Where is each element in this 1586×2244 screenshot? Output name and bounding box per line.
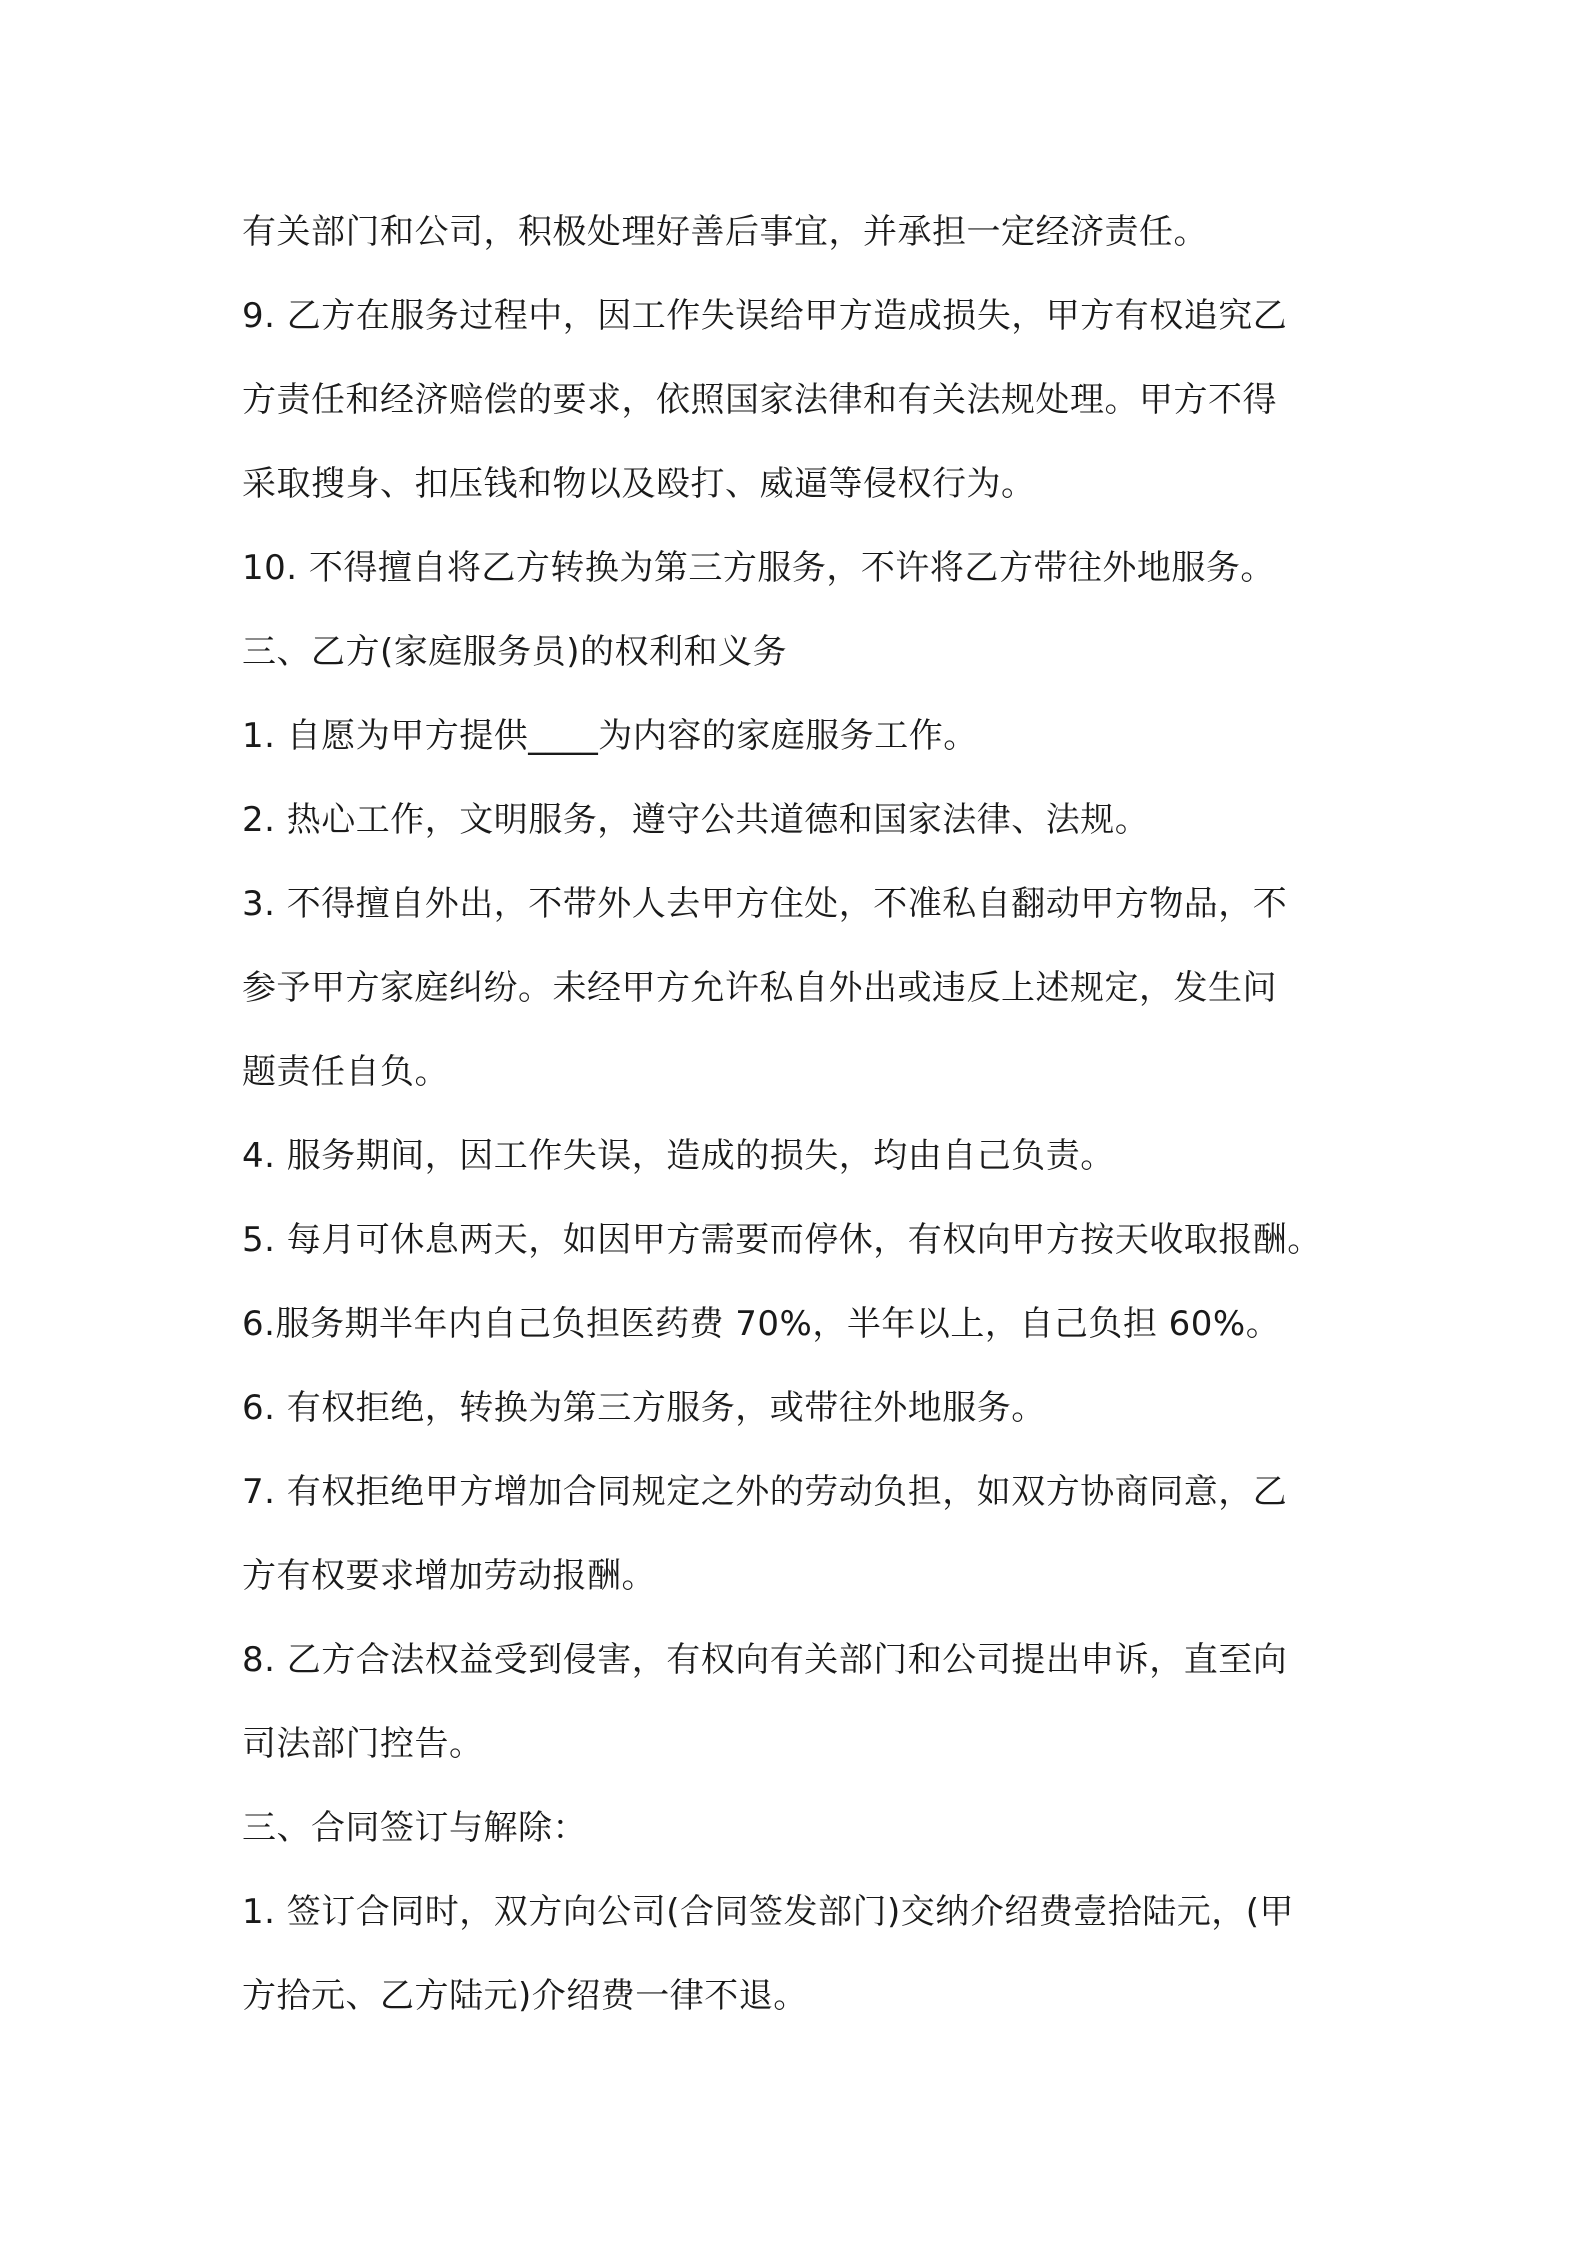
text-line: 方有权要求增加劳动报酬。 (242, 1556, 656, 1596)
text-line: 1. 签订合同时，双方向公司(合同签发部门)交纳介绍费壹拾陆元，(甲 (242, 1892, 1295, 1932)
text-line: 题责任自负。 (242, 1052, 449, 1092)
text-line: 9. 乙方在服务过程中，因工作失误给甲方造成损失，甲方有权追究乙 (242, 296, 1288, 336)
text-line: 6. 有权拒绝，转换为第三方服务，或带往外地服务。 (242, 1388, 1046, 1428)
document-body (242, 190, 1362, 2038)
text-line: 参予甲方家庭纠纷。未经甲方允许私自外出或违反上述规定，发生问 (242, 968, 1277, 1008)
text-line: 2. 热心工作，文明服务，遵守公共道德和国家法律、法规。 (242, 800, 1150, 840)
text-line: 7. 有权拒绝甲方增加合同规定之外的劳动负担，如双方协商同意，乙 (242, 1472, 1288, 1512)
text-line: 8. 乙方合法权益受到侵害，有权向有关部门和公司提出申诉，直至向 (242, 1640, 1288, 1680)
section-heading: 三、乙方(家庭服务员)的权利和义务 (242, 632, 788, 672)
text-line: 司法部门控告。 (242, 1724, 484, 1764)
text-line: 采取搜身、扣压钱和物以及殴打、威逼等侵权行为。 (242, 464, 1036, 504)
text-line: 1. 自愿为甲方提供____为内容的家庭服务工作。 (242, 716, 978, 756)
text-line: 有关部门和公司，积极处理好善后事宜，并承担一定经济责任。 (242, 212, 1208, 252)
text-line: 方责任和经济赔偿的要求，依照国家法律和有关法规处理。甲方不得 (242, 380, 1277, 420)
text-line: 10. 不得擅自将乙方转换为第三方服务，不许将乙方带往外地服务。 (242, 548, 1275, 588)
text-line: 方拾元、乙方陆元)介绍费一律不退。 (242, 1976, 808, 2016)
text-line: 4. 服务期间，因工作失误，造成的损失，均由自己负责。 (242, 1136, 1115, 1176)
text-line: 5. 每月可休息两天，如因甲方需要而停休，有权向甲方按天收取报酬。 (242, 1220, 1322, 1260)
text-line: 6.服务期半年内自己负担医药费 70%，半年以上，自己负担 60%。 (242, 1304, 1281, 1344)
text-line: 3. 不得擅自外出，不带外人去甲方住处，不准私自翻动甲方物品，不 (242, 884, 1288, 924)
section-heading: 三、合同签订与解除： (242, 1808, 587, 1848)
